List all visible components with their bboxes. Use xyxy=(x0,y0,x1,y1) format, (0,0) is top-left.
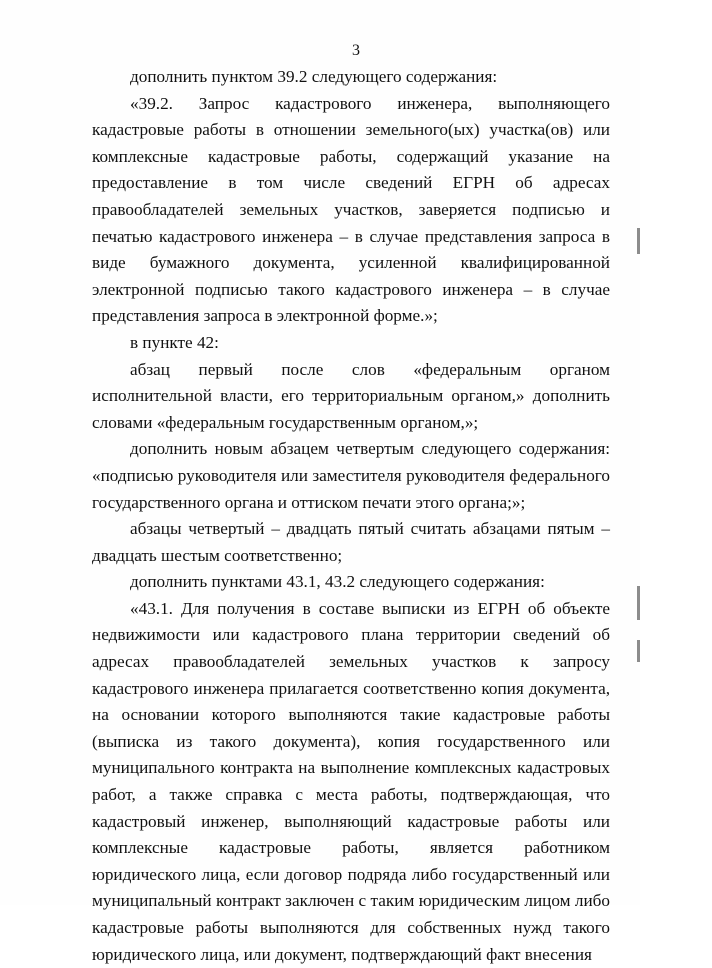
page-number: 3 xyxy=(352,42,360,59)
paragraph-point-42: в пункте 42: xyxy=(130,332,219,352)
paragraph-clause-39-2: «39.2. Запрос кадастрового инженера, выполняющего кадастровые работы в отношении земельного(ых) участка(ов) или комплексные кадастровые работы, содержащий указание на предоставление в том числе сведений ЕГРН об адресах правообладателей земельных участков, заверяется подписью и печатью кадастрового инженера – в случае представления запроса в виде бумажного документа, усиленной квалифицированной электронной подписью такого кадастрового инженера – в случае представления запроса в электронной форме.»; xyxy=(92,93,610,326)
scan-edge-mark xyxy=(637,586,640,620)
document-body xyxy=(92,64,610,968)
paragraph-intro-43-1-43-2: дополнить пунктами 43.1, 43.2 следующего содержания: xyxy=(130,572,545,592)
scan-edge-mark xyxy=(637,228,640,254)
paragraph-renumbering: абзацы четвертый – двадцать пятый считать абзацами пятым – двадцать шестым соответственно; xyxy=(92,519,610,565)
paragraph-new-fourth-abzac: дополнить новым абзацем четвертым следующего содержания: «подписью руководителя или заместителя руководителя федерального государственного органа и оттиском печати этого органа;»; xyxy=(92,439,610,512)
scan-edge-mark xyxy=(637,640,640,662)
paragraph-intro-39-2: дополнить пунктом 39.2 следующего содержания: xyxy=(130,67,498,86)
paragraph-first-abzac: абзац первый после слов «федеральным органом исполнительной власти, его территориальным органом,» дополнить словами «федеральным государственным органом,»; xyxy=(92,359,610,432)
paragraph-clause-43-1: «43.1. Для получения в составе выписки из ЕГРН об объекте недвижимости или кадастрового плана территории сведений об адресах правообладателей земельных участков к запросу кадастрового инженера прилагается соответственно копия документа, на основании которого выполняются такие кадастровые работы (выписка из такого документа), копия государственного или муниципального контракта на выполнение комплексных кадастровых работ, а также справка с места работы, подтверждающая, что кадастровый инженер, выполняющий кадастровые работы или комплексные кадастровые работы, является работником юридического лица, если договор подряда либо государственный или муниципальный контракт заключен с таким юридическим лицом либо кадастровые работы выполняются для собственных нужд такого юридического лица, или документ, подтверждающий факт внесения xyxy=(92,598,610,964)
